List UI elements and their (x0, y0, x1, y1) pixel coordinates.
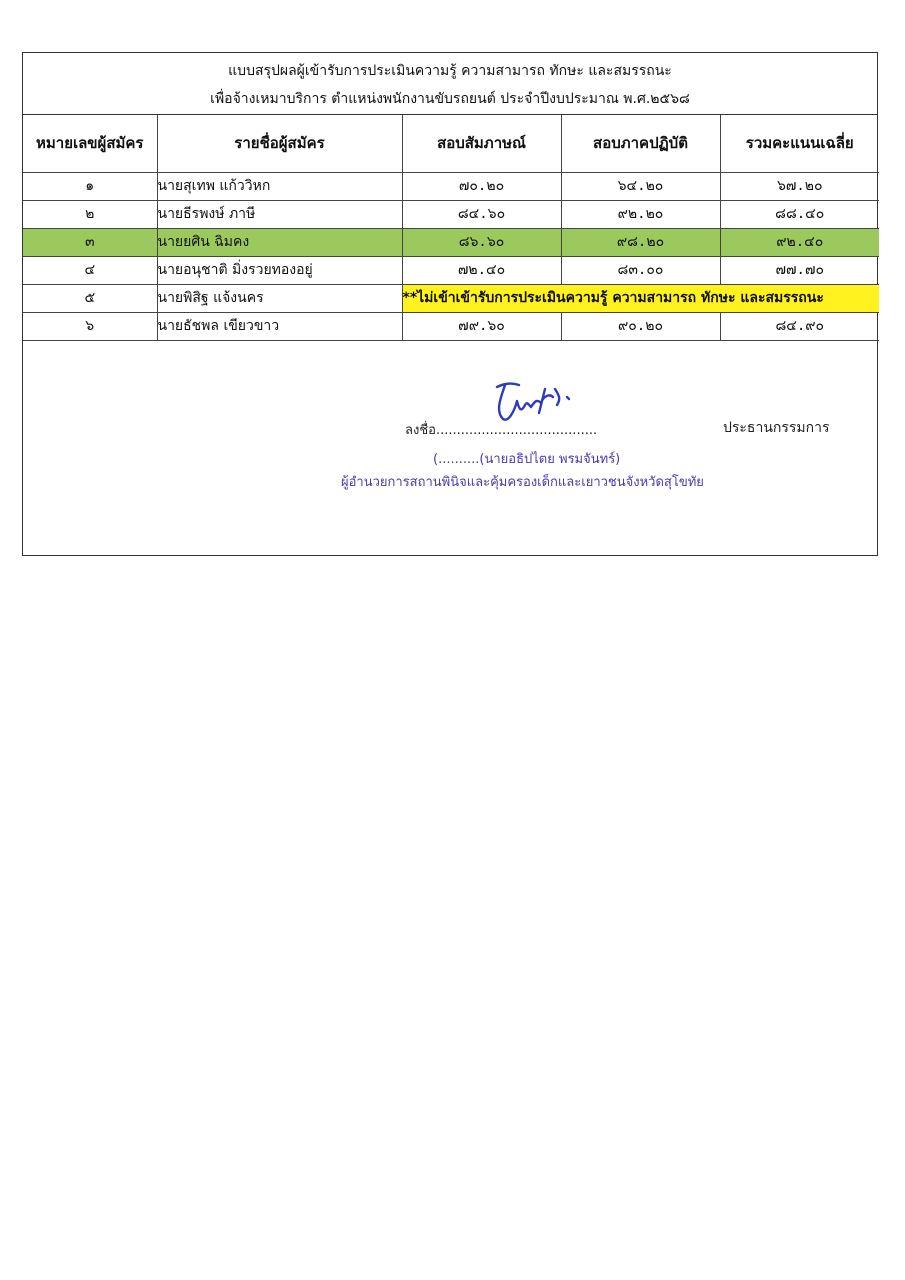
applicant-number: ๔ (23, 256, 157, 284)
table-row (23, 284, 879, 312)
interview-score: ๗๒.๔๐ (402, 256, 561, 284)
applicant-number: ๓ (23, 228, 157, 256)
absent-note: **ไม่เข้าเข้ารับการประเมินความรู้ ความสามารถ ทักษะ และสมรรถนะ (402, 284, 879, 312)
interview-score: ๘๔.๖๐ (402, 200, 561, 228)
applicant-number: ๖ (23, 312, 157, 340)
table-row (23, 200, 879, 228)
header-average: รวมคะแนนเฉลี่ย (720, 115, 879, 172)
applicant-number: ๒ (23, 200, 157, 228)
interview-score: ๘๖.๖๐ (402, 228, 561, 256)
average-score: ๘๘.๔๐ (720, 200, 879, 228)
header-applicant-number: หมายเลขผู้สมัคร (23, 115, 157, 172)
interview-score: ๗๙.๖๐ (402, 312, 561, 340)
applicant-name: นายอนุชาติ มิ่งรวยทองอยู่ (157, 256, 402, 284)
table-header-row (23, 115, 879, 172)
average-score: ๙๒.๔๐ (720, 228, 879, 256)
table-row (23, 256, 879, 284)
signer-position: ผู้อำนวยการสถานพินิจและคุ้มครองเด็กและเยาวชนจังหวัดสุโขทัย (341, 475, 704, 490)
header-applicant-name: รายชื่อผู้สมัคร (157, 115, 402, 172)
header-practical: สอบภาคปฏิบัติ (561, 115, 720, 172)
signer-role: ประธานกรรมการ (723, 420, 830, 436)
table-row (23, 172, 879, 200)
document-title: แบบสรุปผลผู้เข้ารับการประเมินความรู้ ความสามารถ ทักษะ และสมรรถนะ (228, 63, 672, 79)
header-interview: สอบสัมภาษณ์ (402, 115, 561, 172)
results-table (23, 115, 879, 341)
average-score: ๘๔.๙๐ (720, 312, 879, 340)
average-score: ๗๗.๗๐ (720, 256, 879, 284)
document-subtitle: เพื่อจ้างเหมาบริการ ตำแหน่งพนักงานขับรถยนต์ ประจำปีงบประมาณ พ.ศ.๒๕๖๘ (210, 91, 690, 107)
applicant-name: นายสุเทพ แก้ววิหก (157, 172, 402, 200)
practical-score: ๖๔.๒๐ (561, 172, 720, 200)
practical-score: ๙๘.๒๐ (561, 228, 720, 256)
applicant-name: นายธีรพงษ์ ภาษี (157, 200, 402, 228)
practical-score: ๘๓.๐๐ (561, 256, 720, 284)
applicant-number: ๕ (23, 284, 157, 312)
title-block (23, 53, 877, 115)
applicant-name: นายพิสิฐ แจ้งนคร (157, 284, 402, 312)
average-score: ๖๗.๒๐ (720, 172, 879, 200)
signer-name: (..........(นายอธิปไตย พรมจันทร์) (433, 452, 621, 467)
practical-score: ๙๐.๒๐ (561, 312, 720, 340)
applicant-name: นายยศิน ฉิมคง (157, 228, 402, 256)
sign-label: ลงชื่อ....................................... (405, 423, 598, 438)
applicant-name: นายธัชพล เขียวขาว (157, 312, 402, 340)
table-row-highlighted (23, 228, 879, 256)
table-row (23, 312, 879, 340)
practical-score: ๙๒.๒๐ (561, 200, 720, 228)
interview-score: ๗๐.๒๐ (402, 172, 561, 200)
applicant-number: ๑ (23, 172, 157, 200)
results-summary-form (22, 52, 878, 556)
signature-block (23, 343, 877, 543)
